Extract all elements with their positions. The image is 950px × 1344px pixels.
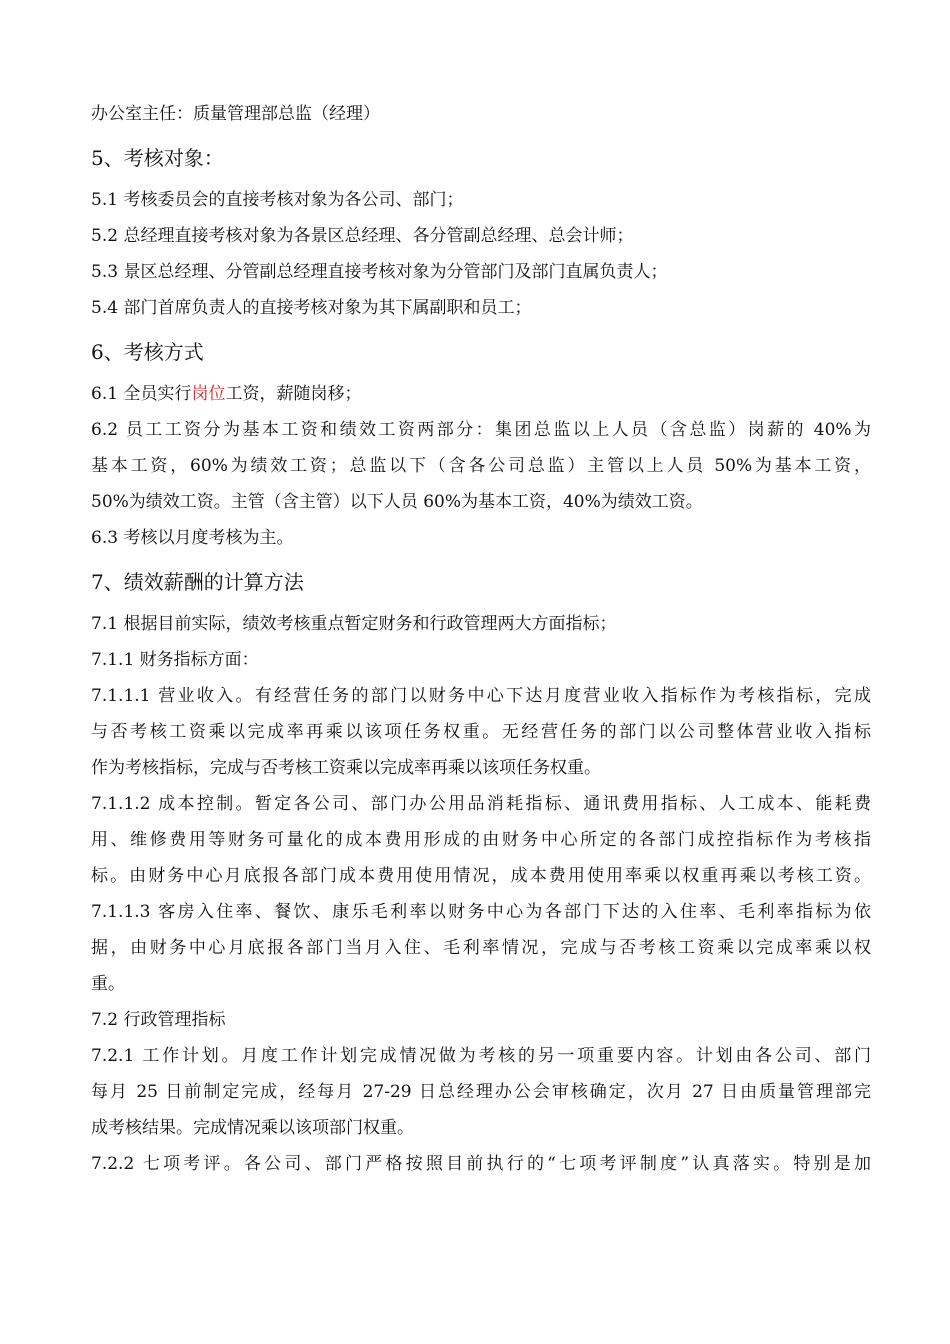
section-5-item: 5.2 总经理直接考核对象为各景区总经理、各分管副总经理、总会计师； — [91, 226, 634, 246]
section-7-line: 标。由财务中心月底报各部门成本费用使用情况，成本费用使用率乘以权重再乘以考核工资。 — [91, 866, 871, 886]
section-6-item-2-line: 6.2 员工工资分为基本工资和绩效工资两部分：集团总监以上人员（含总监）岗薪的 40%为 — [91, 420, 871, 440]
section-7-line: 重。 — [91, 974, 125, 994]
section-7-line: 与否考核工资乘以完成率再乘以该项任务权重。无经营任务的部门以公司整体营业收入指标 — [91, 722, 871, 742]
section-5-heading: 5、考核对象： — [91, 146, 224, 170]
highlighted-term: 岗位 — [191, 384, 226, 404]
section-6-item-2-line: 50%为绩效工资。主管（含主管）以下人员 60%为基本工资，40%为绩效工资。 — [91, 492, 703, 512]
section-7-heading: 7、绩效薪酬的计算方法 — [91, 570, 304, 594]
section-6-heading: 6、考核方式 — [91, 340, 204, 364]
section-7-line: 7.2.2 七项考评。各公司、部门严格按照目前执行的“七项考评制度”认真落实。特别是加 — [91, 1154, 871, 1174]
section-7-line: 每月 25 日前制定完成，经每月 27-29 日总经理办公会审核确定，次月 27 日由质量管理部完 — [91, 1082, 871, 1102]
section-7-line: 7.1.1.2 成本控制。暂定各公司、部门办公用品消耗指标、通讯费用指标、人工成本、能耗费 — [91, 794, 871, 814]
section-7-line: 据，由财务中心月底报各部门当月入住、毛利率情况，完成与否考核工资乘以完成率乘以权 — [91, 938, 871, 958]
text-run: 6.1 全员实行 — [91, 384, 192, 404]
section-7-line: 7.2 行政管理指标 — [91, 1010, 226, 1030]
document-page — [91, 96, 871, 1182]
section-7-line: 7.1.1.3 客房入住率、餐饮、康乐毛利率以财务中心为各部门下达的入住率、毛利率指标为依 — [91, 902, 871, 922]
section-5-item: 5.1 考核委员会的直接考核对象为各公司、部门； — [91, 190, 464, 210]
section-7-line: 7.1.1 财务指标方面： — [91, 650, 259, 670]
section-7-line: 作为考核指标，完成与否考核工资乘以完成率再乘以该项任务权重。 — [91, 758, 601, 778]
section-5-item: 5.4 部门首席负责人的直接考核对象为其下属副职和员工； — [91, 298, 532, 318]
intro-line: 办公室主任：质量管理部总监（经理） — [91, 104, 380, 124]
text-run: 工资，薪随岗移； — [225, 384, 362, 404]
section-7-line: 7.1 根据目前实际，绩效考核重点暂定财务和行政管理两大方面指标； — [91, 614, 617, 634]
section-6-item-1 — [91, 376, 871, 412]
section-7-line: 7.1.1.1 营业收入。有经营任务的部门以财务中心下达月度营业收入指标作为考核指标，完成 — [91, 686, 871, 706]
section-6-item-2-line: 基本工资，60%为绩效工资；总监以下（含各公司总监）主管以上人员 50%为基本工资， — [91, 456, 871, 476]
section-6-item-3: 6.3 考核以月度考核为主。 — [91, 528, 294, 548]
section-7-line: 成考核结果。完成情况乘以该项部门权重。 — [91, 1118, 414, 1138]
section-7-line: 7.2.1 工作计划。月度工作计划完成情况做为考核的另一项重要内容。计划由各公司、部门 — [91, 1046, 871, 1066]
section-7-line: 用、维修费用等财务可量化的成本费用形成的由财务中心所定的各部门成控指标作为考核指 — [91, 830, 871, 850]
section-5-item: 5.3 景区总经理、分管副总经理直接考核对象为分管部门及部门直属负责人； — [91, 262, 668, 282]
